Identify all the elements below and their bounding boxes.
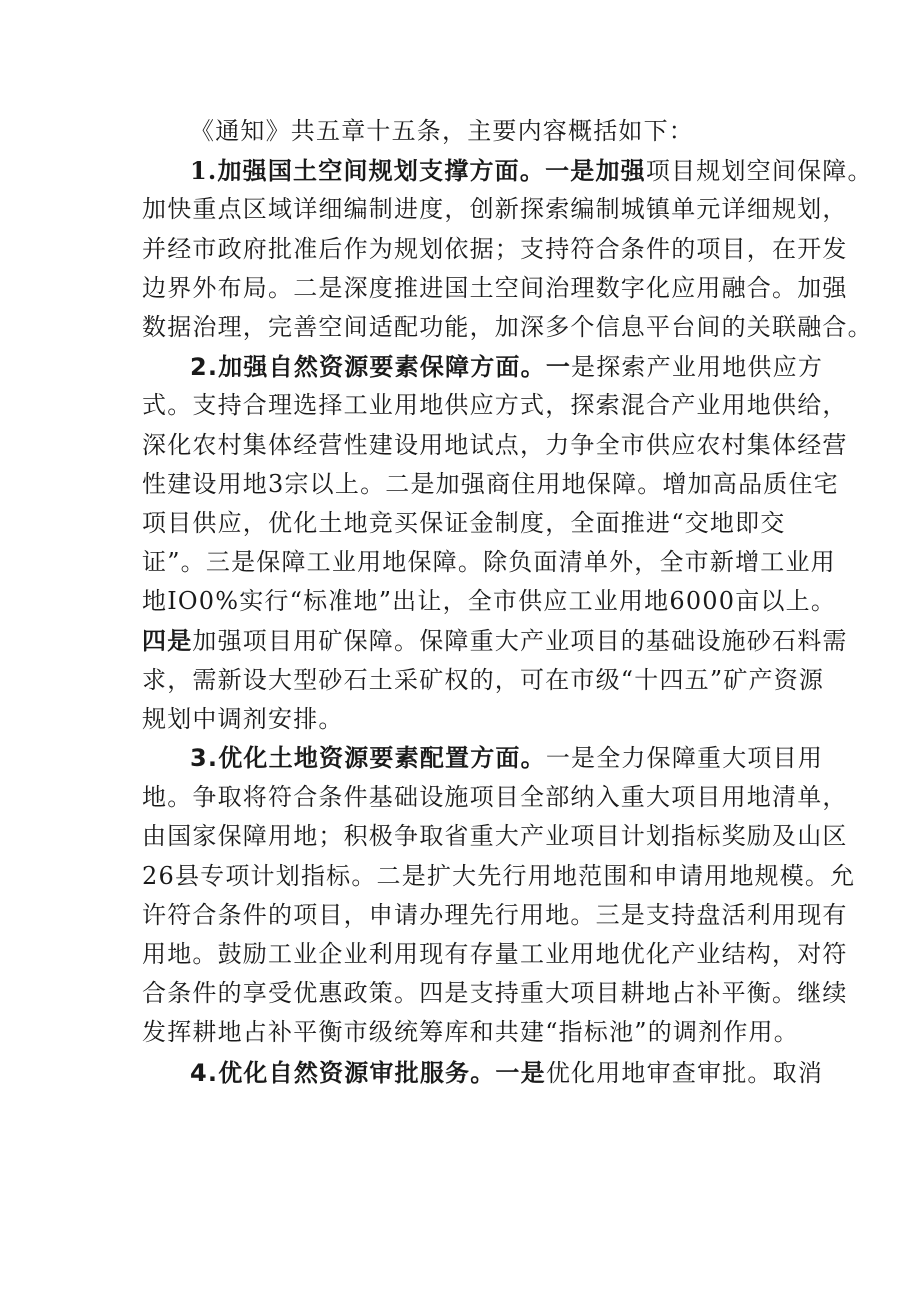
- section-4-text: 优化用地审查审批。取消: [545, 1058, 824, 1087]
- section-2-line: 式。支持合理选择工业用地供应方式，探索混合产业用地供给，: [142, 391, 848, 420]
- section-3-line: 合条件的享受优惠政策。四是支持重大项目耕地占补平衡。继续: [142, 979, 848, 1008]
- section-3-line: 由国家保障用地；积极争取省重大产业项目计划指标奖励及山区: [142, 822, 848, 851]
- section-2-item-4-lead: 四是: [142, 626, 193, 656]
- section-3-heading: 3.优化土地资源要素配置方面。: [190, 744, 546, 772]
- section-3-first-line: [142, 739, 824, 778]
- section-2-line: 深化农村集体经营性建设用地试点，力争全市供应农村集体经营: [142, 430, 848, 459]
- section-4-first-line: [142, 1053, 824, 1092]
- section-2-line-4: [142, 621, 848, 660]
- section-2-lead: 一: [545, 352, 572, 382]
- section-2-line: 证”。三是保障工业用地保障。除负面清单外，全市新增工业用: [142, 548, 836, 577]
- section-1-line: 数据治理，完善空间适配功能，加深多个信息平台间的关联融合。: [142, 312, 873, 341]
- section-1-line: 边界外布局。二是深度推进国土空间治理数字化应用融合。加强: [142, 273, 848, 302]
- section-2-first-line: [142, 347, 824, 386]
- section-2-line: 项目供应，优化土地竞买保证金制度，全面推进“交地即交: [142, 508, 786, 537]
- section-2-line: 求，需新设大型砂石土采矿权的，可在市级“十四五”矿产资源: [142, 665, 825, 694]
- section-1-line: 并经市政府批准后作为规划依据；支持符合条件的项目，在开发: [142, 234, 848, 263]
- document-body: [142, 112, 873, 1092]
- section-1-line: 加快重点区域详细编制进度，创新探索编制城镇单元详细规划，: [142, 195, 848, 224]
- section-3-text: 一是全力保障重大项目用: [545, 744, 824, 772]
- section-4-heading: 4.优化自然资源审批服务。: [190, 1058, 496, 1087]
- section-1-lead: 一是加强: [545, 156, 646, 186]
- section-1-heading: 1.加强国土空间规划支撑方面。: [190, 156, 546, 186]
- intro-paragraph: 《通知》共五章十五条，主要内容概括如下：: [190, 117, 694, 145]
- section-3-line: 26县专项计划指标。二是扩大先行用地范围和申请用地规模。允: [142, 861, 856, 890]
- section-2-text: 是探索产业用地供应方: [571, 353, 824, 382]
- section-2-heading: 2.加强自然资源要素保障方面。: [190, 353, 546, 382]
- section-4-lead: 一是: [495, 1057, 546, 1087]
- section-2-line: 规划中调剂安排。: [142, 704, 344, 733]
- section-1-first-line: [142, 151, 873, 190]
- section-2-item-4-text: 加强项目用矿保障。保障重大产业项目的基础设施砂石料需: [192, 627, 848, 656]
- section-1-text: 项目规划空间保障。: [645, 157, 873, 186]
- section-2-line: 地IO0%实行“标准地”出让，全市供应工业用地6000亩以上。: [142, 587, 837, 616]
- section-3-line: 发挥耕地占补平衡市级统筹库和共建“指标池”的调剂作用。: [142, 1018, 799, 1047]
- section-3-line: 许符合条件的项目，申请办理先行用地。三是支持盘活利用现有: [142, 900, 848, 929]
- section-3-line: 用地。鼓励工业企业利用现有存量工业用地优化产业结构，对符: [142, 939, 848, 968]
- section-3-line: 地。争取将符合条件基础设施项目全部纳入重大项目用地清单，: [142, 783, 848, 812]
- section-2-line: 性建设用地3宗以上。二是加强商住用地保障。增加高品质住宅: [142, 469, 839, 498]
